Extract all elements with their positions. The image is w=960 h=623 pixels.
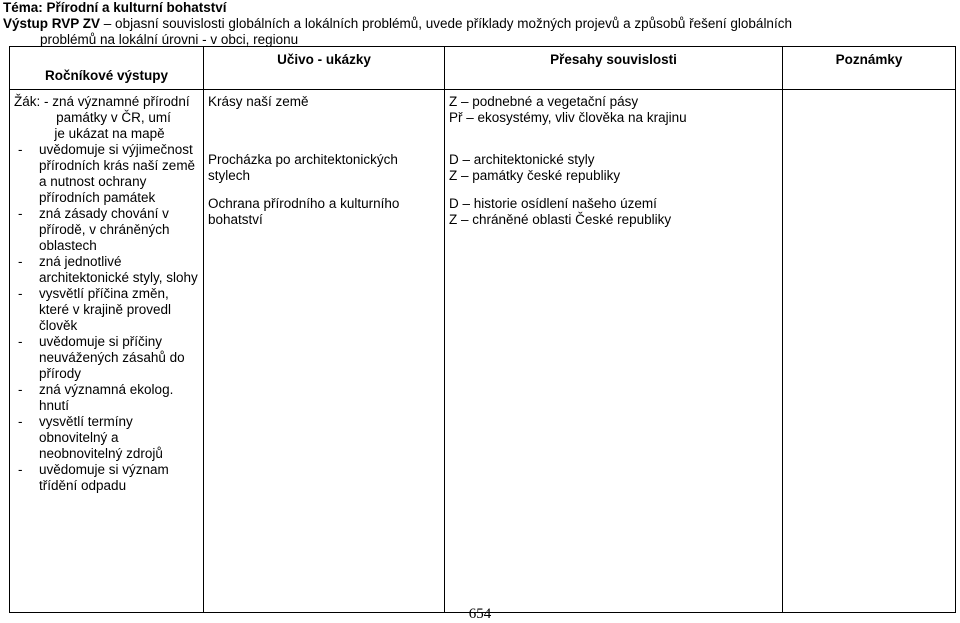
list-item bbox=[14, 286, 199, 334]
cell-presahy bbox=[445, 90, 783, 613]
vystup-label: Výstup RVP ZV bbox=[3, 16, 101, 31]
list-bullet: - bbox=[18, 286, 23, 301]
outcomes-intro bbox=[14, 94, 199, 142]
list-item-text: vysvětlí termíny obnovitelný a neobnovitelný zdrojů bbox=[39, 414, 163, 461]
list-item bbox=[14, 382, 199, 414]
list-item-text: zná významná ekolog. hnutí bbox=[39, 382, 174, 413]
curriculum-table bbox=[9, 46, 956, 613]
tema-label: Téma: bbox=[3, 0, 43, 15]
ucivo-block bbox=[208, 152, 440, 184]
list-item-text: zná jednotlivé architektonické styly, slohy bbox=[39, 254, 198, 285]
ucivo-line: Krásy naší země bbox=[208, 94, 309, 109]
header-ucivo bbox=[204, 47, 445, 90]
header-col4-label: Poznámky bbox=[835, 52, 903, 67]
presahy-line: Z – podnebné a vegetační pásy bbox=[449, 94, 639, 109]
list-bullet: - bbox=[18, 382, 23, 397]
list-item bbox=[14, 254, 199, 286]
presahy-block bbox=[449, 152, 778, 184]
list-bullet: - bbox=[18, 414, 23, 429]
presahy-line: Z – chráněné oblasti České republiky bbox=[449, 212, 672, 227]
list-bullet: - bbox=[18, 254, 23, 269]
list-item bbox=[14, 334, 199, 382]
list-item bbox=[14, 414, 199, 462]
tema-line bbox=[3, 0, 958, 16]
presahy-line: Př – ekosystémy, vliv člověka na krajinu bbox=[449, 110, 687, 125]
list-item-text: uvědomuje si výjimečnost přírodních krás naší země a nutnost ochrany přírodních památek bbox=[39, 142, 196, 205]
cell-ucivo bbox=[204, 90, 445, 613]
vystup-text-continuation: problémů na lokální úrovni - v obci, regionu bbox=[40, 32, 299, 47]
intro-line: památky v ČR, umí bbox=[56, 110, 171, 125]
header-poznamky bbox=[783, 47, 956, 90]
list-item-text: vysvětlí příčina změn, které v krajině provedl člověk bbox=[39, 286, 172, 333]
presahy-line: D – historie osídlení našeho území bbox=[449, 196, 657, 211]
list-item-text: uvědomuje si příčiny neuvážených zásahů do přírody bbox=[39, 334, 185, 381]
vystup-line bbox=[3, 16, 958, 32]
list-item-text: uvědomuje si význam třídění odpadu bbox=[39, 462, 169, 493]
vystup-text: – objasní souvislosti globálních a lokálních problémů, uvede příklady možných projevů a způsobů řešení globálních bbox=[103, 16, 792, 31]
cell-outcomes bbox=[10, 90, 204, 613]
presahy-line: D – architektonické styly bbox=[449, 152, 595, 167]
header-col2-label: Učivo - ukázky bbox=[277, 52, 371, 67]
intro-line: je ukázat na mapě bbox=[54, 126, 165, 141]
list-item bbox=[14, 142, 199, 206]
list-item bbox=[14, 462, 199, 494]
list-bullet: - bbox=[18, 462, 23, 477]
list-bullet: - bbox=[18, 334, 23, 349]
ucivo-line: Ochrana přírodního a kulturního bbox=[208, 196, 400, 211]
list-bullet: - bbox=[18, 206, 23, 221]
ucivo-line: bohatství bbox=[208, 212, 263, 227]
document-header bbox=[3, 0, 958, 48]
ucivo-line: stylech bbox=[208, 168, 251, 183]
header-presahy bbox=[445, 47, 783, 90]
list-item bbox=[14, 206, 199, 254]
header-col1-label: Ročníkové výstupy bbox=[44, 68, 169, 83]
header-row bbox=[10, 47, 956, 90]
header-rocnikove-vystupy bbox=[10, 47, 204, 90]
presahy-line: Z – památky české republiky bbox=[449, 168, 621, 183]
header-col3-label: Přesahy souvislosti bbox=[550, 52, 677, 67]
content-row bbox=[10, 90, 956, 613]
presahy-block bbox=[449, 196, 778, 228]
page-number: 654 bbox=[468, 606, 492, 622]
intro-line: Žák: - zná významné přírodní bbox=[14, 94, 190, 109]
ucivo-line: Procházka po architektonických bbox=[208, 152, 398, 167]
list-bullet: - bbox=[18, 142, 23, 157]
presahy-block bbox=[449, 94, 778, 126]
outcomes-list bbox=[14, 142, 199, 494]
ucivo-block bbox=[208, 94, 440, 110]
tema-value: Přírodní a kulturní bohatství bbox=[46, 0, 227, 15]
cell-poznamky bbox=[783, 90, 956, 613]
list-item-text: zná zásady chování v přírodě, v chráněných oblastech bbox=[39, 206, 170, 253]
ucivo-block bbox=[208, 196, 440, 228]
